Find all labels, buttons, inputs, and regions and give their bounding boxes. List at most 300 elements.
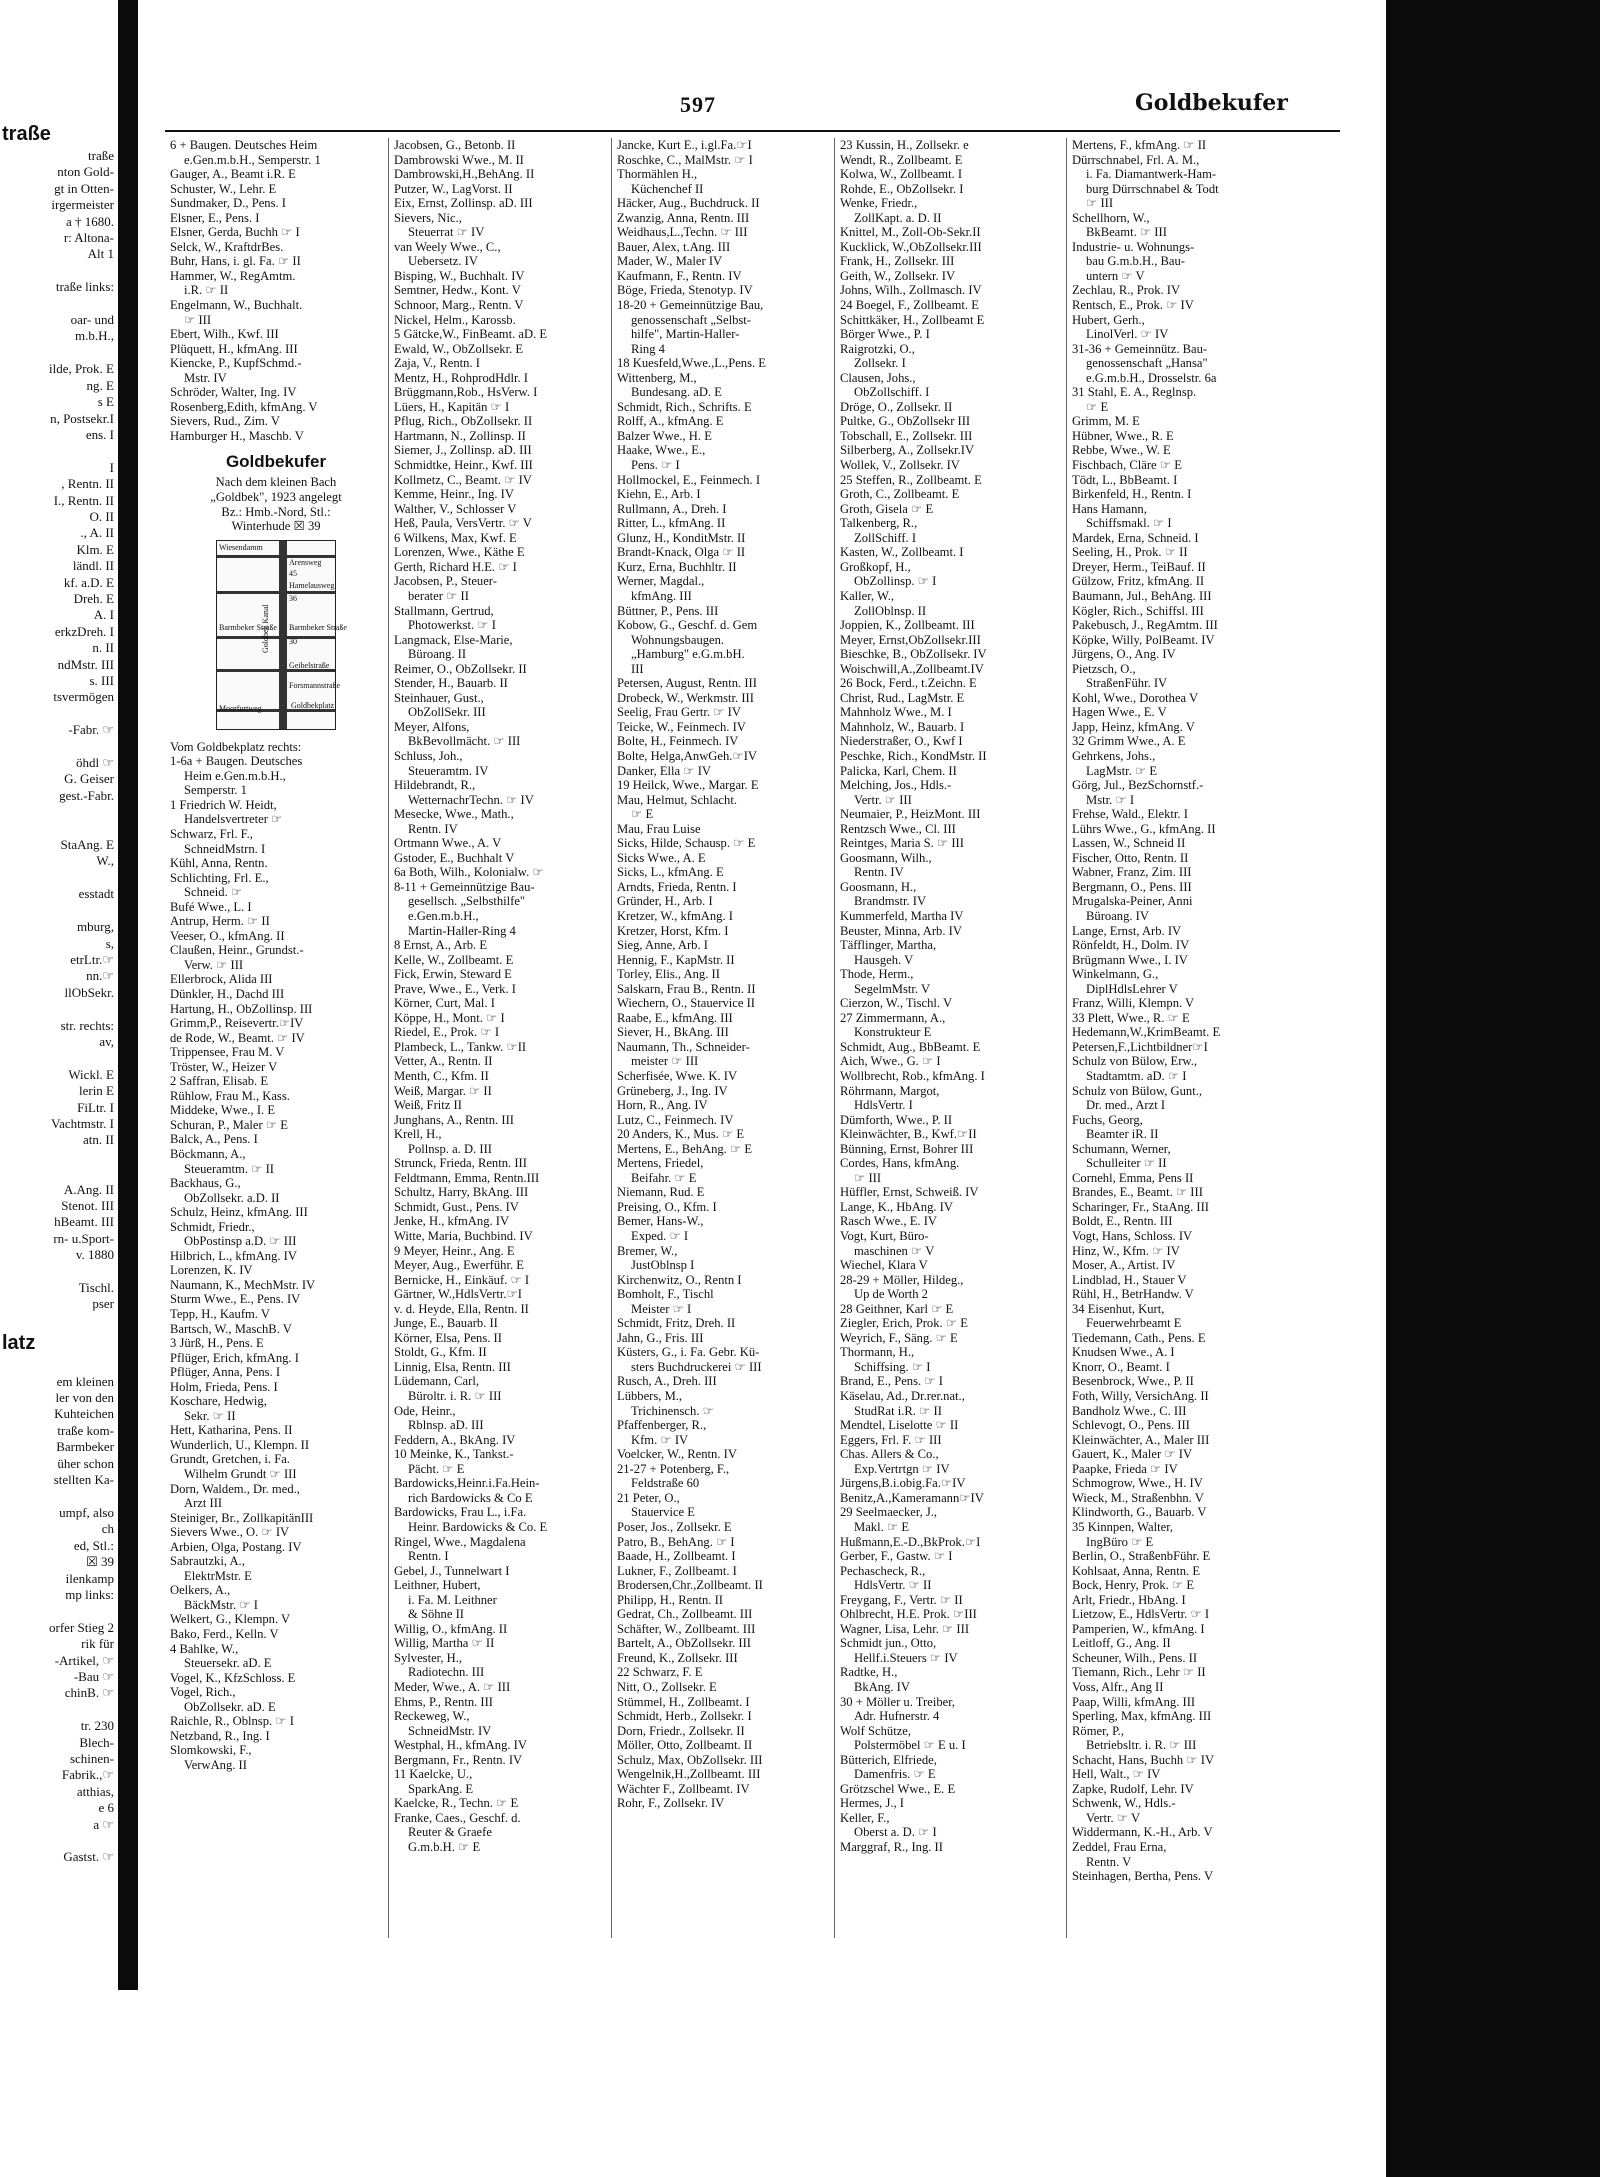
directory-entry: Bütterich, Elfriede, (840, 1752, 937, 1767)
directory-entry: Lorenzen, Wwe., Käthe E (394, 545, 525, 560)
directory-entry: Küchenchef II (631, 181, 704, 196)
directory-entry: Schmidt, Rich., Schrifts. E (617, 399, 752, 414)
directory-entry: 6 Wilkens, Max, Kwf. E (394, 530, 517, 545)
fragment-line (0, 1833, 116, 1849)
directory-entry: Willig, O., kfmAng. II (394, 1621, 508, 1636)
directory-entry: BkBeamt. ☞ III (1086, 225, 1167, 240)
directory-entry: Kretzer, W., kfmAng. I (617, 908, 733, 923)
directory-entry: Keller, F., (840, 1810, 890, 1825)
directory-entry: Kaelcke, R., Techn. ☞ E (394, 1796, 519, 1811)
directory-entry: Mardek, Erna, Schneid. I (1072, 530, 1199, 545)
fragment-line (0, 870, 116, 886)
directory-entry: 35 Kinnpen, Walter, (1072, 1519, 1174, 1534)
fragment-line: traße links: (55, 279, 114, 295)
directory-entry: Stadtamtm. aD. ☞ I (1086, 1069, 1187, 1083)
directory-entry: Bako, Ferd., Kelln. V (170, 1627, 279, 1642)
directory-entry: Werner, Magdal., (617, 574, 705, 589)
fragment-line: m.b.H., (75, 328, 114, 344)
map-label: 45 (289, 568, 297, 578)
directory-entry: Baumann, Jul., BehAng. III (1072, 588, 1212, 603)
directory-entry: SparkAng. E (408, 1781, 474, 1796)
map-road (217, 636, 335, 639)
directory-entry: rich Bardowicks & Co E (408, 1490, 533, 1505)
directory-entry: Mertens, Friedel, (617, 1156, 704, 1171)
col1-entries-bottom (170, 740, 382, 1773)
fragment-line: ch (101, 1521, 114, 1537)
column-rule (834, 138, 835, 1938)
fragment-line: mburg, (77, 919, 114, 935)
fragment-line: etrLtr.☞ (70, 951, 114, 967)
fragment-line: s, (105, 935, 114, 951)
directory-entry: Vogel, Rich., (170, 1685, 236, 1700)
directory-entry: Wagner, Lisa, Lehr. ☞ III (840, 1621, 970, 1636)
directory-entry: Reuter & Graefe (408, 1825, 492, 1840)
directory-entry: 24 Boegel, F., Zollbeamt. E (840, 298, 979, 313)
directory-entry: Seelig, Frau Gertr. ☞ IV (617, 705, 741, 720)
directory-entry: Kiencke, P., KupfSchmd.- (170, 356, 302, 371)
directory-entry: Voss, Alfr., Ang II (1072, 1679, 1164, 1694)
directory-entry: Gstoder, E., Buchhalt V (394, 850, 515, 865)
directory-entry: Gauger, A., Beamt i.R. E (170, 167, 296, 182)
directory-entry: Meyer, Aug., Ewerführ. E (394, 1258, 524, 1273)
directory-entry: Wollek, V., Zollsekr. IV (840, 458, 960, 473)
directory-entry: Zeddel, Frau Erna, (1072, 1839, 1167, 1854)
directory-entry: Schäfter, W., Zollbeamt. III (617, 1621, 756, 1636)
fragment-line: hBeamt. III (54, 1214, 114, 1230)
directory-entry: Feldtmann, Emma, Rentn.III (394, 1170, 540, 1185)
fragment-line: Barmbeker (56, 1439, 114, 1455)
directory-entry: 6 + Baugen. Deutsches Heim (170, 138, 318, 152)
directory-entry: Damenfris. ☞ E (854, 1767, 936, 1782)
directory-entry: Beifahr. ☞ E (631, 1170, 697, 1185)
directory-entry: WetternachrTechn. ☞ IV (408, 792, 534, 807)
directory-entry: Mertens, E., BehAng. ☞ E (617, 1141, 753, 1156)
directory-entry: Paap, Willi, kfmAng. III (1072, 1694, 1196, 1709)
directory-entry: Rebbe, Wwe., W. E (1072, 443, 1171, 458)
directory-entry: Weidhaus,L.,Techn. ☞ III (617, 225, 748, 240)
directory-entry: 34 Eisenhut, Kurt, (1072, 1301, 1165, 1316)
directory-entry: 27 Zimmermann, A., (840, 1010, 946, 1025)
directory-entry: Kohlsaat, Anna, Rentn. E (1072, 1563, 1201, 1578)
directory-entry: Krell, H., (394, 1127, 442, 1142)
directory-entry: Gülzow, Fritz, kfmAng. II (1072, 574, 1205, 589)
directory-entry: de Rode, W., Beamt. ☞ IV (170, 1030, 305, 1045)
fragment-line (0, 263, 116, 279)
directory-entry: Semtner, Hedw., Kont. V (394, 283, 521, 298)
directory-entry: Pächt. ☞ E (408, 1461, 465, 1476)
directory-entry: Kiehn, E., Arb. I (617, 487, 701, 502)
directory-entry: Feddern, A., BkAng. IV (394, 1432, 516, 1447)
fragment-line (0, 1489, 116, 1505)
fragment-line: rik für (81, 1636, 114, 1652)
directory-entry: Wollbrecht, Rob., kfmAng. I (840, 1069, 985, 1083)
directory-entry: Cordes, Hans, kfmAng. (840, 1156, 960, 1171)
directory-entry: genossenschaft „Selbst- (631, 312, 751, 327)
directory-entry: Stoldt, G., Kfm. II (394, 1345, 487, 1360)
directory-entry: ElektrMstr. E (184, 1568, 252, 1583)
directory-entry: Hartmann, N., Zollinsp. II (394, 428, 526, 443)
directory-entry: Aich, Wwe., G. ☞ I (840, 1054, 941, 1069)
directory-entry: Brandt-Knack, Olga ☞ II (617, 545, 746, 560)
directory-entry: Roschke, C., MalMstr. ☞ I (617, 152, 753, 167)
directory-entry: Goosmann, Wilh., (840, 850, 932, 865)
directory-entry: Schneid. ☞ (184, 885, 243, 900)
column-rule (1066, 138, 1067, 1938)
fragment-line: I (109, 459, 114, 475)
directory-entry: Hammer, W., RegAmtm. (170, 268, 296, 283)
fragment-line: Klm. E (76, 541, 114, 557)
directory-entry: genossenschaft „Hansa" (1086, 356, 1208, 371)
directory-entry: Jenke, H., kfmAng. IV (394, 1214, 510, 1229)
directory-entry: Kleinwächter, B., Kwf.☞II (840, 1127, 977, 1142)
directory-entry: Schiffsing. ☞ I (854, 1359, 931, 1374)
directory-entry: Dreyer, Herm., TeiBauf. II (1072, 559, 1206, 574)
directory-entry: Buhr, Hans, i. gl. Fa. ☞ II (170, 254, 301, 269)
directory-entry: Sieg, Anne, Arb. I (617, 938, 708, 953)
directory-entry: Winkelmann, G., (1072, 967, 1159, 982)
directory-entry: Beamter iR. II (1086, 1127, 1159, 1142)
fragment-line (0, 1149, 116, 1165)
directory-entry: Täfflinger, Martha, (840, 938, 937, 953)
directory-entry: Bock, Henry, Prok. ☞ E (1072, 1578, 1195, 1593)
directory-entry: Schmidtke, Heinr., Kwf. III (394, 458, 533, 473)
fragment-line: gest.-Fabr. (59, 787, 114, 803)
directory-entry: Vertr. ☞ V (1086, 1810, 1141, 1825)
directory-entry: Photowerkst. ☞ I (408, 618, 496, 633)
fragment-line (0, 1165, 116, 1181)
directory-entry: Schacht, Hans, Buchh ☞ IV (1072, 1752, 1215, 1767)
directory-entry: Paapke, Frieda ☞ IV (1072, 1461, 1178, 1476)
street-info-line: Nach dem kleinen Bach (215, 475, 337, 490)
directory-entry: Körner, Curt, Mal. I (394, 996, 495, 1011)
directory-entry: Schwarz, Frl. F., (170, 826, 253, 841)
directory-entry: Pechascheck, R., (840, 1563, 926, 1578)
directory-entry: Hußmann,E.-D.,BkProk.☞I (840, 1534, 981, 1549)
directory-entry: 1 Friedrich W. Heidt, (170, 797, 277, 812)
directory-entry: Büroang. II (408, 647, 467, 662)
directory-entry: Feuerwehrbeamt E (1086, 1316, 1182, 1331)
directory-entry: Wilhelm Grundt ☞ III (184, 1467, 297, 1482)
directory-entry: Schmidt, Herb., Zollsekr. I (617, 1709, 752, 1724)
fragment-line: G. Geiser (64, 771, 114, 787)
directory-entry: Schmogrow, Wwe., H. IV (1072, 1476, 1203, 1491)
directory-entry: Ritter, L., kfmAng. II (617, 516, 726, 531)
directory-entry: Fischbach, Cläre ☞ E (1072, 458, 1182, 473)
column-rule (388, 138, 389, 1938)
directory-entry: ☞ III (1086, 196, 1114, 211)
directory-entry: Mader, W., Maler IV (617, 254, 723, 269)
fragment-line: schinen- (69, 1751, 114, 1766)
directory-entry: Grundt, Gretchen, i. Fa. (170, 1452, 290, 1467)
fragment-line: erkzDreh. I (54, 623, 114, 639)
fragment-line: Kuhteichen (54, 1406, 114, 1422)
directory-entry: Rentn. IV (408, 821, 458, 836)
directory-entry: Jahn, G., Fris. III (617, 1330, 704, 1345)
map-label: 30 (289, 636, 297, 646)
directory-entry: Lukner, F., Zollbeamt. I (617, 1563, 737, 1578)
directory-entry: Weyrich, F., Säng. ☞ E (840, 1330, 958, 1345)
directory-entry: Hedemann,W.,KrimBeamt. E (1072, 1025, 1221, 1040)
directory-entry: Großkopf, H., (840, 559, 911, 574)
directory-entry: ObZollinsp. ☞ I (854, 574, 937, 589)
directory-entry: Bauer, Alex, t.Ang. III (617, 239, 731, 254)
directory-entry: BkAng. IV (854, 1679, 910, 1694)
directory-entry: i. Fa. M. Leithner (408, 1592, 497, 1607)
fragment-line: latz (2, 1332, 36, 1355)
directory-entry: SegelmMstr. V (854, 981, 931, 996)
directory-entry: Schlichting, Frl. E., (170, 870, 269, 885)
directory-entry: Selck, W., KraftdrBes. (170, 239, 284, 254)
directory-entry: Lietzow, E., HdlsVertr. ☞ I (1072, 1607, 1210, 1622)
column-2 (394, 138, 606, 1938)
directory-entry: 31-36 + Gemeinnütz. Bau- (1072, 341, 1208, 356)
fragment-line: tr. 230 (80, 1718, 114, 1734)
street-map (216, 540, 347, 730)
running-head: Goldbekufer (1135, 90, 1288, 116)
directory-entry: Büroang. IV (1086, 908, 1149, 923)
directory-entry: Rühl, H., BetrHandw. V (1072, 1287, 1194, 1302)
fragment-line: Tischl. (78, 1280, 114, 1296)
directory-entry: Grimm,P., Reisevertr.☞IV (170, 1016, 304, 1031)
directory-entry: Küsters, G., i. Fa. Gebr. Kü- (617, 1345, 760, 1360)
directory-entry: Leitloff, G., Ang. II (1072, 1636, 1171, 1651)
directory-entry: Sperling, Max, kfmAng. III (1072, 1709, 1212, 1724)
header-rule (165, 130, 1340, 132)
directory-entry: Knudsen Wwe., A. I (1072, 1345, 1175, 1360)
fragment-line: n, Postsekr.I (50, 410, 114, 426)
directory-entry: Brand, E., Pens. ☞ I (840, 1374, 943, 1389)
directory-entry: Ziegler, Erich, Prok. ☞ E (840, 1316, 968, 1331)
directory-entry: Pamperien, W., kfmAng. I (1072, 1621, 1205, 1636)
fragment-line (0, 443, 116, 459)
directory-entry: Scheuner, Wilh., Pens. II (1072, 1650, 1198, 1665)
directory-entry: Wohnungsbaugen. (631, 632, 725, 647)
fragment-line (0, 1313, 116, 1329)
directory-entry: Raichle, R., Oblnsp. ☞ I (170, 1714, 294, 1729)
directory-entry: Wiechern, O., Stauervice II (617, 996, 755, 1011)
directory-entry: Hausgeh. V (854, 952, 914, 967)
directory-entry: Rentsch, E., Prok. ☞ IV (1072, 298, 1194, 313)
directory-entry: Knittel, M., Zoll-Ob-Sekr.II (840, 225, 981, 240)
directory-entry: untern ☞ V (1086, 268, 1145, 283)
directory-entry: Schröder, Walter, Ing. IV (170, 385, 297, 400)
directory-entry: Kummerfeld, Martha IV (840, 908, 964, 923)
fragment-line: stellten Ka- (53, 1472, 114, 1488)
directory-entry: Drobeck, W., Werkmstr. III (617, 690, 754, 705)
fragment-line: tsvermögen (53, 689, 114, 705)
directory-entry: Radtke, H., (840, 1665, 898, 1680)
directory-entry: Hermes, J., I (840, 1796, 905, 1811)
directory-entry: Hübner, Wwe., R. E (1072, 428, 1174, 443)
directory-entry: JustOblnsp I (631, 1258, 695, 1273)
map-label: Geibelstraße (289, 660, 330, 670)
directory-entry: 8 Ernst, A., Arb. E (394, 938, 488, 953)
directory-entry: Görg, Jul., BezSchornstf.- (1072, 778, 1204, 793)
directory-entry: berater ☞ II (408, 588, 469, 603)
directory-entry: Hellf.i.Steuers ☞ IV (854, 1650, 958, 1665)
directory-entry: Fischer, Otto, Rentn. II (1072, 850, 1189, 865)
directory-entry: Vogel, K., KfzSchloss. E (170, 1670, 296, 1685)
directory-entry: Bardowicks,Heinr.i.Fa.Hein- (394, 1476, 540, 1491)
directory-entry: Kfm. ☞ IV (631, 1432, 689, 1447)
directory-entry: e.G.m.b.H., Drosselstr. 6a (1086, 370, 1217, 385)
directory-entry: Gauert, K., Maler ☞ IV (1072, 1447, 1193, 1462)
directory-entry: Seeling, H., Prok. ☞ II (1072, 545, 1188, 560)
directory-entry: Heß, Paula, VersVertr. ☞ V (394, 516, 532, 531)
fragment-line: nton Gold- (57, 164, 114, 180)
directory-entry: LagMstr. ☞ E (1086, 763, 1158, 778)
directory-entry: Jürgens, O., Ang. IV (1072, 647, 1176, 662)
directory-entry: Käselau, Ad., Dr.rer.nat., (840, 1389, 965, 1404)
directory-entry: Balck, A., Pens. I (170, 1132, 258, 1147)
directory-entry: Woischwill,A.,Zollbeamt.IV (840, 661, 984, 676)
directory-entry: Menth, C., Kfm. II (394, 1069, 489, 1083)
directory-entry: Boldt, E., Rentn. III (1072, 1214, 1173, 1229)
fragment-line: umpf, also (59, 1504, 114, 1520)
directory-entry: 21-27 + Potenberg, F., (617, 1461, 730, 1476)
column-4 (840, 138, 1052, 1938)
directory-entry: Fuchs, Georg, (1072, 1112, 1143, 1127)
directory-entry: Köppe, H., Mont. ☞ I (394, 1010, 505, 1025)
fragment-line: A.Ang. II (63, 1181, 114, 1197)
directory-entry: Widdermann, K.-H., Arb. V (1072, 1825, 1213, 1840)
directory-entry: Eggers, Frl. F. ☞ III (840, 1432, 942, 1447)
directory-entry: Bünning, Ernst, Bohrer III (840, 1141, 974, 1156)
column-3 (617, 138, 829, 1938)
directory-entry: Gründer, H., Arb. I (617, 894, 713, 909)
directory-entry: Dröge, O., Zollsekr. II (840, 399, 953, 414)
directory-entry: Elsner, Gerda, Buchh ☞ I (170, 225, 300, 240)
directory-entry: Thormann, H., (840, 1345, 915, 1360)
directory-entry: Schmidt jun., Otto, (840, 1636, 937, 1651)
directory-entry: Mendtel, Liselotte ☞ II (840, 1418, 959, 1433)
directory-entry: 33 Plett, Wwe., R. ☞ E (1072, 1010, 1190, 1025)
directory-entry: Riedel, E., Prok. ☞ I (394, 1025, 500, 1040)
directory-entry: Junghans, A., Rentn. III (394, 1112, 514, 1127)
directory-entry: Semperstr. 1 (184, 783, 247, 798)
directory-entry: sters Buchdruckerei ☞ III (631, 1359, 762, 1374)
directory-entry: Melching, Jos., Hdls.- (840, 778, 952, 793)
fragment-line: s E (97, 394, 114, 410)
directory-entry: Kretzer, Horst, Kfm. I (617, 923, 729, 938)
directory-entry: Wittenberg, M., (617, 370, 697, 385)
directory-entry: Radiotechn. III (408, 1665, 485, 1680)
directory-entry: Rblnsp. aD. III (408, 1418, 484, 1433)
directory-entry: Kleinwächter, A., Maler III (1072, 1432, 1210, 1447)
directory-entry: Wabner, Franz, Zim. III (1072, 865, 1192, 880)
directory-entry: Tepp, H., Kaufm. V (170, 1307, 270, 1321)
fragment-line: O. II (89, 508, 114, 524)
directory-entry: Gebel, J., Tunnelwart I (394, 1563, 510, 1578)
directory-entry: Bergmann, Fr., Rentn. IV (394, 1752, 523, 1767)
directory-entry: Gerber, F., Gastw. ☞ I (840, 1549, 953, 1564)
directory-entry: Reimer, O., ObZollsekr. II (394, 661, 527, 676)
fragment-line: Stenot. III (61, 1198, 114, 1213)
directory-entry: Hamburger H., Maschb. V (170, 428, 304, 443)
directory-entry: Schnoor, Marg., Rentn. V (394, 298, 524, 313)
directory-entry: Jancke, Kurt E., i.gl.Fa.☞I (617, 138, 752, 152)
directory-entry: Tödt, L., BbBeamt. I (1072, 472, 1178, 487)
directory-entry: Schulz von Bülow, Gunt., (1072, 1083, 1203, 1098)
directory-entry: Lüers, H., Kapitän ☞ I (394, 399, 510, 414)
fragment-line (0, 804, 116, 820)
directory-entry: Möller, Otto, Zollbeamt. II (617, 1738, 753, 1753)
directory-entry: Hinz, W., Kfm. ☞ IV (1072, 1243, 1180, 1258)
directory-entry: ZollSchiff. I (854, 530, 917, 545)
directory-entry: Zapke, Rudolf, Lehr. IV (1072, 1781, 1194, 1796)
directory-entry: Walther, V., Schlosser V (394, 501, 517, 516)
directory-entry: Oberst a. D. ☞ I (854, 1825, 937, 1840)
directory-entry: hilfe", Martin-Haller- (631, 327, 740, 342)
directory-entry: Schultz, Harry, BkAng. III (394, 1185, 529, 1200)
directory-entry: Reintges, Maria S. ☞ III (840, 836, 964, 851)
directory-entry: Balzer Wwe., H. E (617, 428, 712, 443)
fragment-line: v. 1880 (75, 1247, 114, 1263)
directory-entry: Prave, Wwe., E., Verk. I (394, 981, 516, 996)
directory-entry: Grimm, M. E (1072, 414, 1140, 429)
directory-entry: 28-29 + Möller, Hildeg., (840, 1272, 964, 1287)
directory-entry: Bufé Wwe., L. I (170, 899, 252, 914)
directory-entry: Up de Worth 2 (854, 1287, 928, 1302)
directory-entry: Tobschall, E., Zollsekr. III (840, 428, 973, 443)
fragment-line: öhdl ☞ (75, 755, 114, 771)
directory-entry: Trippensee, Frau M. V (170, 1045, 285, 1060)
directory-entry: Sicks Wwe., A. E (617, 850, 706, 865)
directory-entry: Siemer, J., Zollinsp. aD. III (394, 443, 532, 458)
directory-entry: ObZollsekr. aD. E (184, 1699, 276, 1714)
directory-entry: Hüffler, Ernst, Schweiß. IV (840, 1185, 979, 1200)
directory-entry: ☞ E (1086, 399, 1109, 414)
directory-entry: Pfaffenberger, R., (617, 1418, 707, 1433)
directory-entry: Kasten, W., Zollbeamt. I (840, 545, 964, 560)
directory-entry: Börger Wwe., P. I (840, 327, 930, 342)
fragment-line: ., A. II (80, 525, 114, 541)
directory-entry: 18-20 + Gemeinnützige Bau, (617, 298, 764, 313)
directory-entry: gesellsch. „Selbsthilfe" (408, 894, 526, 909)
directory-entry: Schulleiter ☞ II (1086, 1156, 1167, 1171)
directory-entry: Kohl, Wwe., Dorothea V (1072, 690, 1199, 705)
directory-entry: Rohr, F., Zollsekr. IV (617, 1796, 725, 1811)
fragment-line: Alt 1 (87, 246, 114, 262)
directory-entry: Arlt, Friedr., HbAng. I (1072, 1592, 1186, 1607)
directory-entry: Knorr, O., Beamt. I (1072, 1359, 1170, 1374)
directory-entry: Steueramtm. IV (408, 763, 489, 778)
directory-entry: Middeke, Wwe., I. E (170, 1103, 276, 1118)
directory-entry: Petersen,F.,Lichtbildner☞I (1072, 1039, 1208, 1054)
directory-entry: Rentn. IV (854, 865, 904, 880)
directory-entry: 29 Seelmaecker, J., (840, 1505, 938, 1520)
directory-entry: StudRat i.R. ☞ II (854, 1403, 942, 1418)
directory-entry: Groth, C., Zollbeamt. E (840, 487, 960, 502)
map-label: Moorfurtweg (219, 703, 262, 713)
directory-entry: Witte, Maria, Buchbind. IV (394, 1229, 533, 1244)
fragment-line: ens. I (85, 426, 114, 442)
page-edge-shadow (1386, 0, 1600, 2177)
fragment-line: ländl. II (72, 558, 114, 574)
directory-entry: Mau, Frau Luise (617, 821, 701, 836)
directory-entry: Nickel, Helm., Karossb. (394, 312, 516, 327)
directory-entry: 21 Peter, O., (617, 1490, 680, 1505)
directory-entry: Chas. Allers & Co., (840, 1447, 939, 1462)
directory-entry: BäckMstr. ☞ I (184, 1597, 258, 1612)
map-label: 36 (289, 593, 297, 603)
directory-entry: e.Gen.m.b.H., (408, 908, 479, 923)
directory-entry: Wendt, R., Zollbeamt. E (840, 152, 963, 167)
directory-entry: Uebersetz. IV (408, 254, 478, 269)
directory-entry: Cornehl, Emma, Pens II (1072, 1170, 1194, 1185)
fragment-line: a † 1680. (65, 213, 114, 229)
directory-entry: Schiffsmakl. ☞ I (1086, 516, 1172, 531)
